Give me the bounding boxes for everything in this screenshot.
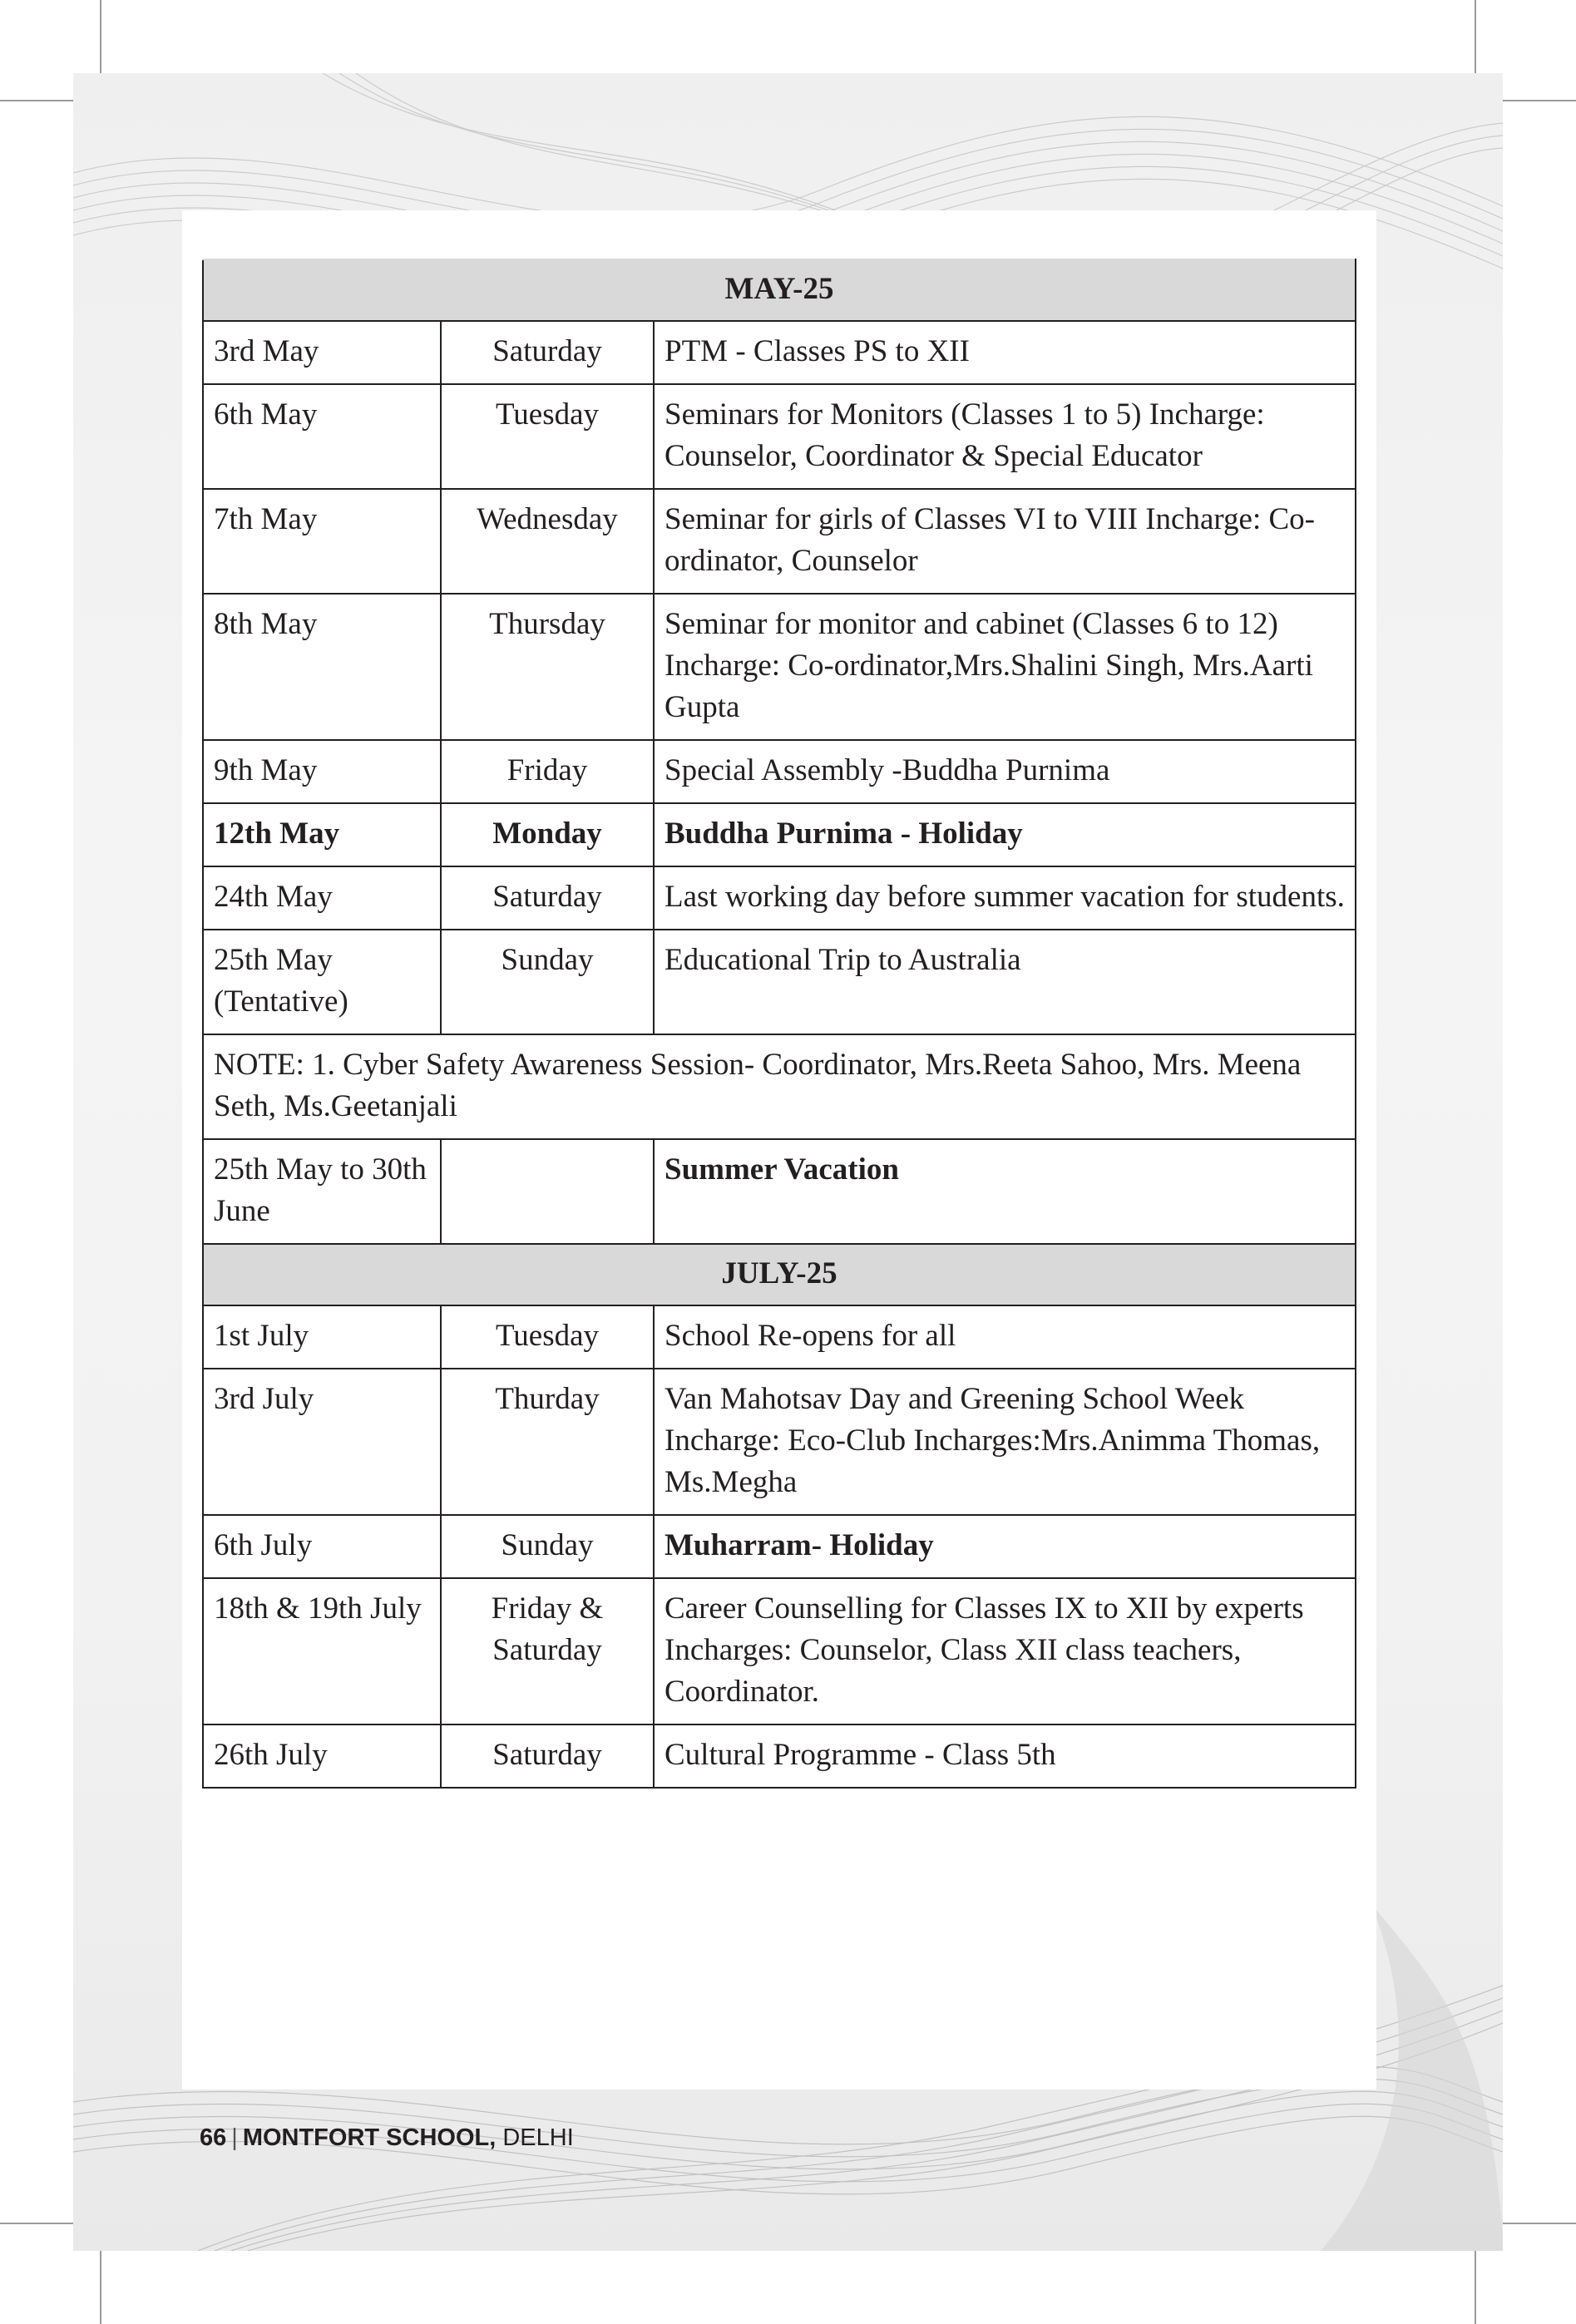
table-row <box>203 740 1356 803</box>
school-name: MONTFORT SCHOOL, <box>242 2124 497 2151</box>
day-cell: Friday <box>441 740 654 803</box>
month-title: MAY-25 <box>203 259 1356 321</box>
event-cell: Seminars for Monitors (Classes 1 to 5) Incharge: Counselor, Coordinator & Special Educator <box>654 384 1356 489</box>
day-cell: Sunday <box>441 930 654 1034</box>
table-row <box>203 1369 1356 1515</box>
date-cell: 3rd July <box>203 1369 441 1515</box>
day-cell: Sunday <box>441 1515 654 1578</box>
school-city: DELHI <box>502 2124 574 2151</box>
event-cell: Seminar for monitor and cabinet (Classes 6 to 12) Incharge: Co-ordinator,Mrs.Shalini Singh, Mrs.Aarti Gupta <box>654 594 1356 740</box>
academic-calendar-table <box>202 259 1356 1789</box>
page-footer <box>200 2124 574 2152</box>
crop-mark <box>100 2249 101 2324</box>
day-cell: Friday & Saturday <box>441 1578 654 1724</box>
date-cell: 6th May <box>203 384 441 489</box>
event-cell: Seminar for girls of Classes VI to VIII Incharge: Co-ordinator, Counselor <box>654 489 1356 594</box>
event-cell: Special Assembly -Buddha Purnima <box>654 740 1356 803</box>
note-cell: NOTE: 1. Cyber Safety Awareness Session- Coordinator, Mrs.Reeta Sahoo, Mrs. Meena Seth, Ms.Geetanjali <box>203 1034 1356 1139</box>
event-cell: Career Counselling for Classes IX to XII by experts Incharges: Counselor, Class XII class teachers, Coordinator. <box>654 1578 1356 1724</box>
day-cell: Tuesday <box>441 1305 654 1369</box>
day-cell <box>441 1139 654 1244</box>
date-cell: 18th & 19th July <box>203 1578 441 1724</box>
footer-separator: | <box>231 2124 238 2151</box>
event-cell: PTM - Classes PS to XII <box>654 321 1356 384</box>
day-cell: Saturday <box>441 321 654 384</box>
crop-mark <box>0 2223 75 2224</box>
crop-mark <box>1501 100 1576 101</box>
table-row <box>203 384 1356 489</box>
table-row-vacation <box>203 1139 1356 1244</box>
crop-mark <box>100 0 101 75</box>
month-title: JULY-25 <box>203 1244 1356 1305</box>
day-cell: Saturday <box>441 1724 654 1788</box>
date-cell: 9th May <box>203 740 441 803</box>
crop-mark <box>1475 2249 1476 2324</box>
event-cell: Van Mahotsav Day and Greening School Week Incharge: Eco-Club Incharges:Mrs.Animma Thomas, Ms.Megha <box>654 1369 1356 1515</box>
date-cell: 3rd May <box>203 321 441 384</box>
note-row <box>203 1034 1356 1139</box>
date-cell: 1st July <box>203 1305 441 1369</box>
event-cell: Cultural Programme - Class 5th <box>654 1724 1356 1788</box>
table-row <box>203 1515 1356 1578</box>
date-cell: 6th July <box>203 1515 441 1578</box>
table-row <box>203 321 1356 384</box>
event-cell: Muharram- Holiday <box>654 1515 1356 1578</box>
table-row <box>203 1724 1356 1788</box>
day-cell: Wednesday <box>441 489 654 594</box>
event-cell: Last working day before summer vacation for students. <box>654 866 1356 930</box>
event-cell: Buddha Purnima - Holiday <box>654 803 1356 866</box>
table-row <box>203 1305 1356 1369</box>
crop-mark <box>1475 0 1476 75</box>
event-cell: Educational Trip to Australia <box>654 930 1356 1034</box>
date-cell: 25th May to 30th June <box>203 1139 441 1244</box>
event-cell: Summer Vacation <box>654 1139 1356 1244</box>
day-cell: Monday <box>441 803 654 866</box>
day-cell: Saturday <box>441 866 654 930</box>
event-cell: School Re-opens for all <box>654 1305 1356 1369</box>
date-cell: 7th May <box>203 489 441 594</box>
month-header-row <box>203 1244 1356 1305</box>
day-cell: Thursday <box>441 594 654 740</box>
table-row <box>203 489 1356 594</box>
table-row <box>203 930 1356 1034</box>
table-row-holiday <box>203 803 1356 866</box>
day-cell: Thurday <box>441 1369 654 1515</box>
crop-mark <box>1501 2223 1576 2224</box>
page-number: 66 <box>200 2124 227 2151</box>
date-cell: 8th May <box>203 594 441 740</box>
crop-mark <box>0 100 75 101</box>
date-cell: 26th July <box>203 1724 441 1788</box>
day-cell: Tuesday <box>441 384 654 489</box>
table-row <box>203 1578 1356 1724</box>
date-cell: 25th May (Tentative) <box>203 930 441 1034</box>
date-cell: 24th May <box>203 866 441 930</box>
table-row <box>203 594 1356 740</box>
table-row <box>203 866 1356 930</box>
month-header-row <box>203 259 1356 321</box>
date-cell: 12th May <box>203 803 441 866</box>
